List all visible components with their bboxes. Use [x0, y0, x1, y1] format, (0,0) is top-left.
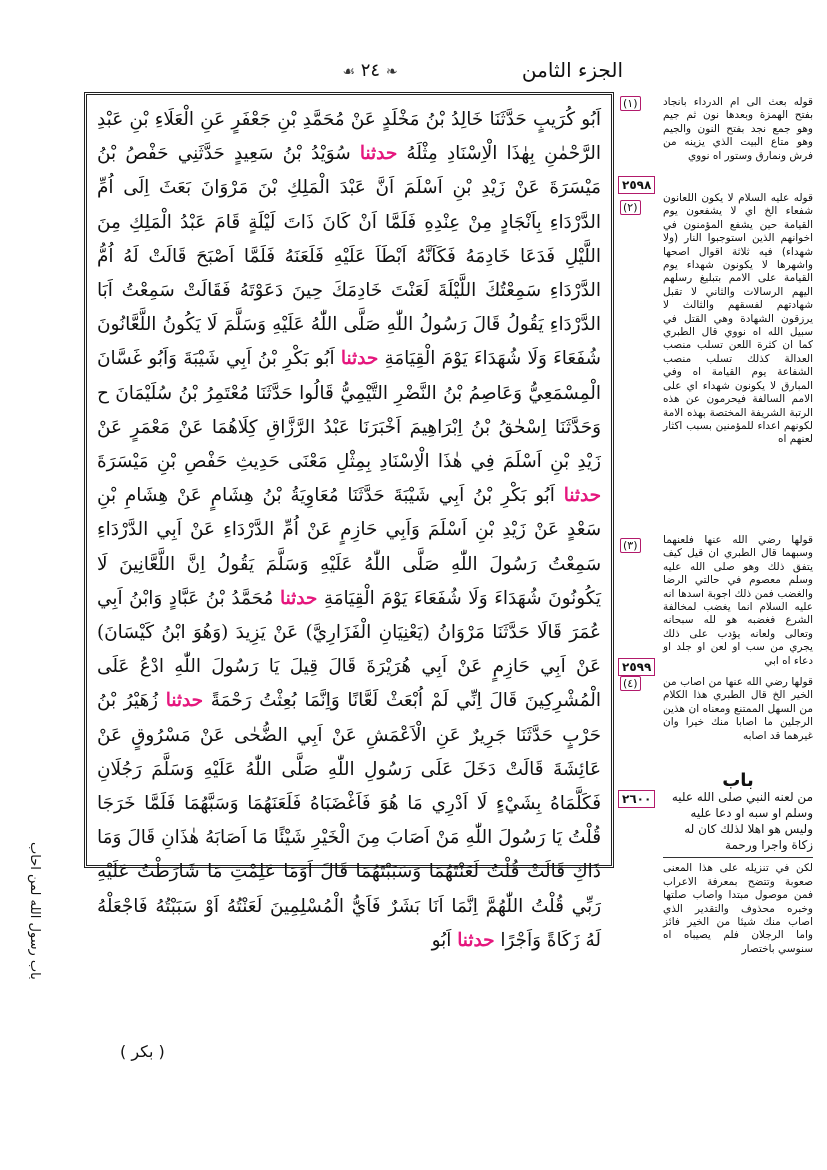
- divider: [663, 857, 813, 858]
- text-line: عُمَرَ قَالَا حَدَّثَنَا مَرْوَانُ (يَعْنِيَانِ الْفَزَارِيَّ) عَنْ يَزِيدَ (وَهُوَ ابْنُ كَيْسَانَ) عَنْ اَبِي: [97, 622, 601, 678]
- page-number: [300, 60, 440, 81]
- text-line: اَبُو كُرَيبٍ حَدَّثَنَا خَالِدُ بْنُ مَخْلَدٍ عَنْ مُحَمَّدِ بْنِ جَعْفَرٍ عَنِ الْعَلَاءِ بْنِ عَبْدِ الرَّحْمٰنِ: [97, 109, 601, 165]
- footer-signature: ( بكر ): [120, 1042, 165, 1061]
- note-marker: (٤): [620, 676, 641, 691]
- text-line: وَسَلَّمَ رَجُلَانِ فَكَلَّمَاهُ بِشَيْءٍ لَا اَدْرِي مَا هُوَ فَاَغْضَبَاهُ فَلَعَنَهُمَا وَسَبَّهُمَا فَلَمَّا خَرَجَا: [97, 758, 601, 815]
- text-line: الْاِسْنَادِ بِمِثْلِ مَعْنَى حَدِيثِ حَفْصِ بْنِ مَيْسَرَةَ: [97, 451, 430, 473]
- text-line: اَبُو بَكْرِ بْنُ اَبِي شَيْبَةَ: [393, 485, 555, 507]
- haddathana-highlight: حدثنا: [279, 587, 318, 609]
- side-notes: [663, 96, 813, 956]
- text-line: اَسْلَمَ اَنَّ عَبْدَ الْمَلِكِ بْنَ مَرْوَانَ بَعَثَ اِلَى اُمِّ الدَّرْدَاءِ بِاَنْجَادٍ مِنْ عِنْدِهِ فَلَمَّا اَنْ كَانَ: [97, 177, 601, 233]
- note-1: [663, 96, 813, 188]
- text-line: لَا يَكُونُونَ شُهَدَاءَ وَلَا شُفَعَاءَ يَوْمَ الْقِيَامَةِ: [97, 553, 601, 609]
- haddathana-highlight: حدثنا: [340, 348, 379, 370]
- text-line: قُلْتُ لَعَنْتَهُمَا وَسَبَبْتَهُمَا قَالَ اَوَمَا عَلِمْتِ مَا شَارَطْتُ عَلَيْهِ رَبِّي قُلْتُ اللّٰهُمَّ اِنَّمَا: [97, 861, 601, 917]
- haddathana-highlight: حدثنا: [563, 485, 602, 507]
- note-text: قولها رضي الله عنها من اصاب من الخير الخ قال الطبري هذا الكلام من السهل الممتنع ومعناه ان هذين الرجلين ما اصابا منك خيرا وان غيرهما قد اصابه: [663, 676, 813, 742]
- note-marker: (٢): [620, 200, 641, 215]
- text-line: اَنَا بَشَرٌ فَاَيُّ الْمُسْلِمِينَ لَعَنْتُهُ اَوْ سَبَبْتُهُ فَاجْعَلْهُ لَهُ زَكَاةً وَاَجْرًا: [97, 895, 601, 951]
- text-line: زُهَيْرُ بْنُ حَرْبٍ حَدَّثَنَا جَرِيرٌ عَنِ الْاَعْمَشِ: [97, 690, 601, 746]
- main-text: [97, 103, 601, 958]
- bab-text: من لعنه النبي صلى الله عليه وسلم او سبه او دعا عليه وليس هو اهلا لذلك كان له زكاة واجرا ورحمة: [671, 790, 813, 853]
- note-text: قولها رضي الله عنها فلعنهما وسبهما قال الطبري ان قيل كيف يتفق ذلك وهو صلى الله عليه وسلم معصوم في حالتي الرضا والغضب فمن ذلك اجوبة اسدها انه عليه السلام انما يغضب لمخالفة الشرع فغضبه هو لله سبحانه وتعالى ولعانه يؤدب على ذلك يجري من سب او لعن او جلد او دعاء اه ابي: [663, 534, 813, 667]
- margin-note: باب رسول الله لمن احاب: [27, 842, 42, 980]
- text-line: ذَاتَ لَيْلَةٍ قَامَ عَبْدُ الْمَلِكِ مِنَ اللَّيْلِ فَدَعَا خَادِمَهُ فَكَاَنَّهُ اَبْطَاَ عَلَيْهِ فَلَعَنَهُ فَلَمَّا: [97, 211, 601, 267]
- text-line: عَنْ اَبِي الضُّحٰى عَنْ مَسْرُوقٍ عَنْ عَائِشَةَ قَالَتْ دَخَلَ عَلَى رَسُولِ اللّٰهِ صَلَّى اللّٰهُ عَلَيْهِ: [97, 724, 601, 780]
- note-text: قوله عليه السلام لا يكون اللعانون شفعاء الخ اي لا يشفعون يوم القيامة حين يشفع المؤمنون في اخوانهم الذين استوجبوا النار (ولا شهداء) فيه ثلاثة اقوال اصحها واشهرها لا يكونون شهداء يوم القيامة على الامم بتبليغ رسلهم اليهم الرسالات والثاني لا تقبل شهادتهم لفسقهم والثالث لا يرزقون الشهادة وهي القتل في سبيل الله اه نووي قال الطبري كما ان كثرة اللعن تسلب منصب العدالة كذلك تسلب منصب الشفاعة يوم القيامة اه وفي المبارق لا يكونون شهداء اي على الامم السالفة فيحرمون عن هذه الرتبة الشريفة المختصة بهذه الامة لكونهم اعداء للمؤمنين بسبب اكثار لعنهم اه: [663, 192, 813, 446]
- part-title: الجزء الثامن: [521, 58, 623, 82]
- hadith-number: ٢٥٩٨: [618, 176, 655, 194]
- haddathana-highlight: حدثنا: [359, 143, 398, 165]
- text-line: اِسْحٰقُ بْنُ اِبْرَاهِيمَ اَخْبَرَنَا عَبْدُ الرَّزَّاقِ كِلَاهُمَا عَنْ مَعْمَرٍ عَنْ زَيْدِ بْنِ اَسْلَمَ فِي هٰذَا: [97, 416, 601, 473]
- bab-title: باب: [722, 770, 754, 791]
- text-line: سَمِعْتُ اَبَا الدَّرْدَاءِ يَقُولُ قَالَ رَسُولُ اللّٰهِ صَلَّى اللّٰهُ عَلَيْهِ وَسَلَّمَ لَا يَكُونُ اللَّعَّانُونَ: [97, 280, 601, 336]
- note-text: قوله بعث الى ام الدرداء بانجاد بفتح الهمزة وبعدها نون ثم جيم وهو جمع نجد بفتح النون والجيم وهو متاع البيت الذي يزينه من فرش ونمارق وستور اه نووي: [663, 96, 813, 162]
- page-number-value: ٢٤: [360, 60, 381, 81]
- bab-note: لكن في تنزيله على هذا المعنى صعوبة وتتضح بمعرفة الاعراب فمن موصول مبتدا واصاب صلتها وخبره محذوف والتقدير الذي اصاب منك شيئا من الخير فائز واما الرجلان فلم يصيباه اه سنوسي باختصار: [663, 862, 813, 955]
- note-2: [663, 192, 813, 530]
- text-line: اَصْبَحَ قَالَتْ لَهُ اُمُّ الدَّرْدَاءِ سَمِعْتُكَ اللَّيْلَةَ لَعَنْتَ خَادِمَكَ حِينَ دَعَوْتَهُ فَقَالَتْ: [97, 245, 601, 302]
- haddathana-highlight: حدثنا: [457, 929, 495, 951]
- text-line: حَازِمٍ عَنْ اَبِي هُرَيْرَةَ قَالَ قِيلَ يَا رَسُولَ اللّٰهِ ادْعُ عَلَى الْمُشْرِكِينَ قَالَ اِنِّي لَمْ اُبْعَثْ: [97, 656, 601, 712]
- note-4: [663, 676, 813, 768]
- text-line: الْمِسْمَعِيُّ وَعَاصِمُ بْنُ النَّضْرِ التَّيْمِيُّ قَالُوا حَدَّثَنَا مُعْتَمِرُ بْنُ سُلَيْمَانَ ح وَحَدَّثَنَا: [97, 382, 601, 438]
- hadith-number: ٢٥٩٩: [618, 658, 655, 676]
- text-line: سُوَيْدُ بْنُ سَعِيدٍ حَدَّثَنِي حَفْصُ بْنُ مَيْسَرَةَ عَنْ زَيْدِ بْنِ: [97, 143, 601, 199]
- text-line: الدَّرْدَاءِ عَنْ اَبِي الدَّرْدَاءِ سَمِعْتُ رَسُولَ اللّٰهِ صَلَّى اللّٰهُ عَلَيْهِ وَسَلَّمَ يَقُولُ اِنَّ اللَّعَّانِينَ: [97, 519, 601, 575]
- note-marker: (١): [620, 96, 641, 111]
- haddathana-highlight: حدثنا: [165, 690, 204, 712]
- text-line: بِهٰذَا الْاِسْنَادِ مِثْلَهُ: [406, 143, 535, 165]
- text-line: حَدَّثَنَا مُعَاوِيَةُ بْنُ هِشَامٍ عَنْ هِشَامِ بْنِ سَعْدٍ عَنْ زَيْدِ بْنِ اَسْلَمَ وَاَبِي حَازِمٍ عَنْ اُمِّ: [97, 485, 601, 541]
- text-line: لَعَّانًا وَاِنَّمَا بُعِثْتُ رَحْمَةً: [210, 690, 379, 712]
- note-3: [663, 534, 813, 672]
- text-line: اَبُو: [431, 929, 452, 951]
- ornament-icon: ❧: [385, 64, 398, 80]
- ornament-icon: ☙: [342, 64, 355, 80]
- text-line: شُفَعَاءَ وَلَا شُهَدَاءَ يَوْمَ الْقِيَامَةِ: [384, 348, 601, 370]
- note-marker: (٣): [620, 538, 641, 553]
- text-line: مُحَمَّدُ بْنُ عَبَّادٍ وَابْنُ اَبِي: [97, 587, 274, 609]
- main-text-frame: [84, 92, 614, 951]
- text-line: اَبُو بَكْرِ بْنُ اَبِي شَيْبَةَ وَاَبُو غَسَّانَ: [97, 348, 335, 370]
- text-line: قُلْتُ يَا رَسُولَ اللّٰهِ مَنْ اَصَابَ مِنَ الْخَيْرِ شَيْئًا مَا اَصَابَهُ هٰذَانِ قَالَ وَمَا ذَاكِ قَالَتْ: [97, 827, 601, 883]
- hadith-number: ٢٦٠٠: [618, 790, 655, 808]
